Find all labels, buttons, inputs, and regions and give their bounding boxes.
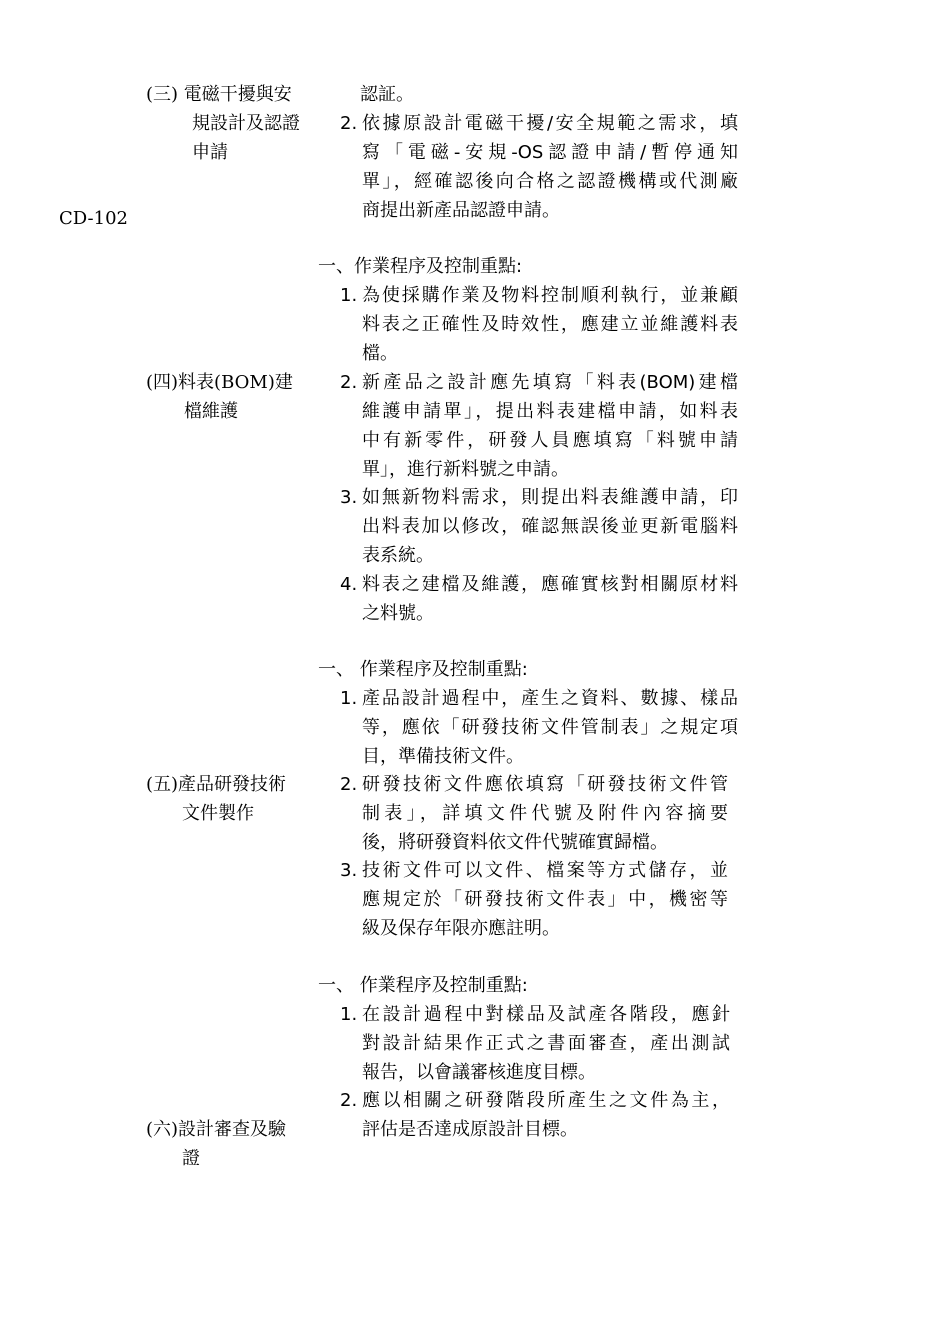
item-line: 單」，經確認後向合格之認證機構或代測廠 (362, 171, 738, 192)
list-item-4-2 (340, 368, 738, 484)
item-line: 應規定於「研發技術文件表」中，機密等 (362, 889, 728, 910)
item-line: 報告，以會議審核進度目標。 (362, 1062, 596, 1083)
item-line: 新產品之設計應先填寫「料表(BOM)建檔 (362, 372, 738, 393)
list-item-5-3 (340, 856, 728, 943)
continued-text: 認証。 (360, 84, 414, 105)
section-heading-6: 一、 作業程序及控制重點: (318, 975, 528, 996)
section-label-line: 規設計及認證 (192, 113, 300, 134)
item-line: 制表」，詳填文件代號及附件內容摘要 (362, 803, 728, 824)
item-line: 表系統。 (362, 545, 434, 566)
item-line: 研發技術文件應依填寫「研發技術文件管 (362, 774, 728, 795)
item-number: 3. (340, 860, 358, 881)
item-line: 目，準備技術文件。 (362, 746, 524, 767)
item-line: 中有新零件，研發人員應填寫「料號申請 (362, 430, 738, 451)
item-line: 單」，進行新料號之申請。 (362, 459, 569, 480)
section-heading-4: 一、作業程序及控制重點: (318, 256, 523, 277)
section-label-4 (146, 368, 316, 426)
item-number: 2. (340, 774, 358, 795)
item-number: 2. (340, 113, 358, 134)
list-item-5-1 (340, 684, 738, 771)
item-line: 評估是否達成原設計目標。 (362, 1119, 578, 1140)
item-line: 檔。 (362, 343, 398, 364)
list-item-4-3 (340, 483, 738, 570)
document-code: CD-102 (59, 208, 128, 229)
list-item-3-2 (340, 109, 738, 225)
item-line: 級及保存年限亦應註明。 (362, 918, 560, 939)
item-number: 2. (340, 372, 358, 393)
section-label-5 (146, 770, 316, 828)
item-number: 1. (340, 285, 358, 306)
item-line: 產品設計過程中，產生之資料、數據、樣品 (362, 688, 738, 709)
item-number: 2. (340, 1090, 358, 1111)
item-line: 料表之建檔及維護，應確實核對相關原材料 (362, 574, 738, 595)
item-line: 商提出新產品認證申請。 (362, 200, 560, 221)
item-line: 如無新物料需求，則提出料表維護申請，印 (362, 487, 738, 508)
item-line: 應以相關之研發階段所產生之文件為主， (362, 1090, 730, 1111)
item-line: 為使採購作業及物料控制順利執行，並兼顧 (362, 285, 738, 306)
item-line: 之料號。 (362, 603, 434, 624)
section-heading-5: 一、 作業程序及控制重點: (318, 659, 528, 680)
list-item-6-1 (340, 1000, 730, 1087)
item-line: 料表之正確性及時效性，應建立並維護料表 (362, 314, 738, 335)
item-number: 1. (340, 688, 358, 709)
section-label-line: 申請 (192, 142, 228, 163)
section-label-6 (146, 1115, 316, 1173)
section-label-line: (六)設計審查及驗 (146, 1119, 287, 1140)
list-item-4-1 (340, 281, 738, 368)
item-line: 後，將研發資料依文件代號確實歸檔。 (362, 832, 668, 853)
section-label-line: 文件製作 (182, 803, 254, 824)
item-number: 3. (340, 487, 358, 508)
item-line: 出料表加以修改，確認無誤後並更新電腦料 (362, 516, 738, 537)
list-item-6-2 (340, 1086, 730, 1144)
item-line: 等，應依「研發技術文件管制表」之規定項 (362, 717, 738, 738)
item-line: 技術文件可以文件、檔案等方式儲存，並 (362, 860, 728, 881)
item-line: 依據原設計電磁干擾/安全規範之需求，填 (362, 113, 738, 134)
list-item-5-2 (340, 770, 728, 857)
section-label-line: (五)產品研發技術 (146, 774, 287, 795)
item-line: 維護申請單」，提出料表建檔申請，如料表 (362, 401, 738, 422)
section-label-3 (146, 80, 316, 167)
item-number: 1. (340, 1004, 358, 1025)
item-line: 對設計結果作正式之書面審查，產出測試 (362, 1033, 730, 1054)
item-number: 4. (340, 574, 358, 595)
list-item-4-4 (340, 570, 738, 628)
section-label-line: 證 (182, 1148, 200, 1169)
section-label-line: 檔維護 (184, 401, 238, 422)
section-label-line: (三) 電磁干擾與安 (146, 84, 292, 105)
item-line: 寫「電磁-安規-OS認證申請/暫停通知 (362, 142, 738, 163)
item-line: 在設計過程中對樣品及試產各階段，應針 (362, 1004, 730, 1025)
section-label-line: (四)料表(BOM)建 (146, 372, 293, 393)
